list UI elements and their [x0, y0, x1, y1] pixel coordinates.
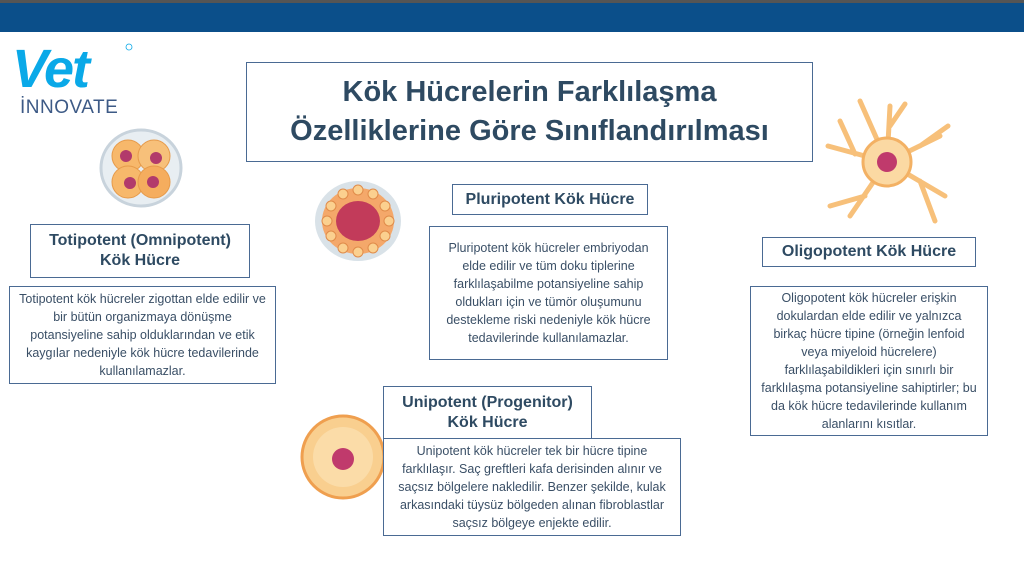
logo-subtitle: İNNOVATE — [20, 97, 119, 118]
totipotent-heading — [30, 224, 250, 278]
logo-text: Vet — [12, 39, 89, 99]
unipotent-heading-line-2: Kök Hücre — [447, 413, 528, 431]
page-title — [246, 62, 813, 162]
blastocyst-icon — [313, 180, 403, 262]
pluripotent-heading-text: Pluripotent Kök Hücre — [465, 190, 635, 208]
totipotent-heading-line-1: Totipotent (Omnipotent) — [49, 232, 231, 249]
unipotent-description-text: Unipotent kök hücreler tek bir hücre tipine farklılaşır. Saç greftleri kafa derisinden alınır ve saçsız bölgelere nakledilir. Benzer şekilde, kulak arkasındaki tüysüz bölgeden alınan fibroblastlar saçsız bölgeye enjekte edilir. — [398, 443, 666, 531]
unipotent-cell-icon — [300, 414, 386, 500]
unipotent-heading-line-1: Unipotent (Progenitor) — [402, 393, 573, 411]
oligopotent-description-text: Oligopotent kök hücreler erişkin dokulardan elde edilir ve yalnızca birkaç hücre tipine (örneğin lenfoid veya miyeloid hücrelere) farklılaşabildikleri için sınırlı bir farklılaşma potansiyeline sahiptirler; bu da kök hücre tedavilerinde kullanım alanlarını kısıtlar. — [761, 290, 977, 432]
totipotent-description — [9, 286, 276, 384]
pluripotent-heading — [452, 184, 648, 215]
oligopotent-heading-text: Oligopotent Kök Hücre — [781, 243, 957, 260]
totipotent-cell-icon — [98, 128, 184, 208]
oligopotent-description — [750, 286, 988, 436]
vet-innovate-logo — [12, 39, 147, 120]
pluripotent-description — [429, 226, 668, 360]
pluripotent-description-text: Pluripotent kök hücreler embriyodan elde edilir ve tüm doku tiplerine farklılaşabilme potansiyeline sahip oldukları için ve tümör oluşumunu destekleme riski nedeniyle kök hücre tedavilerinde kullanılamazlar. — [446, 240, 651, 346]
registered-mark-icon — [124, 42, 134, 52]
totipotent-heading-line-2: Kök Hücre — [99, 252, 181, 269]
unipotent-heading — [383, 386, 592, 439]
oligopotent-heading — [762, 237, 976, 267]
neuron-icon — [820, 96, 954, 228]
unipotent-description — [383, 438, 681, 536]
title-line-1: Kök Hücrelerin Farklılaşma — [342, 75, 717, 108]
totipotent-description-text: Totipotent kök hücreler zigottan elde edilir ve bir bütün organizmaya dönüşme potansiyeline sahip olduklarından ve etik kaygılar nedeniyle kök hücre tedavilerinde kullanılamazlar. — [19, 291, 266, 379]
header-bar — [0, 3, 1024, 32]
title-line-2: Özelliklerine Göre Sınıflandırılması — [290, 115, 769, 147]
